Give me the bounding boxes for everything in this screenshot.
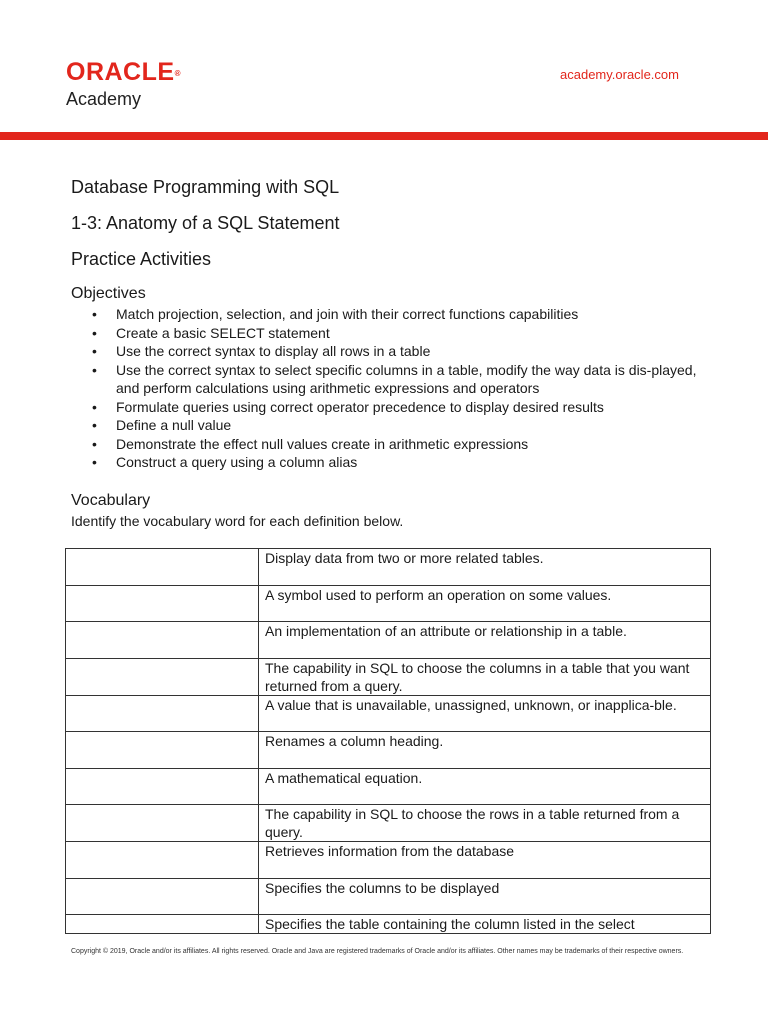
objective-item: • Create a basic SELECT statement xyxy=(92,324,702,343)
term-cell[interactable] xyxy=(66,549,259,586)
term-cell[interactable] xyxy=(66,768,259,805)
term-cell[interactable] xyxy=(66,842,259,879)
term-cell[interactable] xyxy=(66,622,259,659)
term-cell[interactable] xyxy=(66,732,259,769)
copyright-footer: Copyright © 2019, Oracle and/or its affiliates. All rights reserved. Oracle and Java are registered trademarks of Oracle and/or its affiliates. Other names may be trademarks of their respective owners. xyxy=(71,948,684,955)
table-row xyxy=(66,658,711,695)
objective-item: • Use the correct syntax to display all rows in a table xyxy=(92,342,702,361)
objective-item: • Demonstrate the effect null values create in arithmetic expressions xyxy=(92,435,702,454)
vocabulary-instructions: Identify the vocabulary word for each definition below. xyxy=(71,513,404,529)
section-title: Practice Activities xyxy=(71,249,212,269)
definition-cell: A value that is unavailable, unassigned, unknown, or inapplica-ble. xyxy=(259,695,711,732)
definition-cell: A mathematical equation. xyxy=(259,768,711,805)
objectives-heading: Objectives xyxy=(71,285,146,302)
term-cell[interactable] xyxy=(66,585,259,622)
site-link[interactable]: academy.oracle.com xyxy=(560,67,679,82)
logo-subtitle: Academy xyxy=(66,89,142,109)
objective-item: • Use the correct syntax to select specific columns in a table, modify the way data is dis-played, and perform calculations using arithmetic expressions and operators xyxy=(92,361,702,398)
objective-item: • Construct a query using a column alias xyxy=(92,453,702,472)
objective-item: • Define a null value xyxy=(92,416,702,435)
definition-cell: Specifies the table containing the column listed in the select xyxy=(259,915,711,934)
term-cell[interactable] xyxy=(66,878,259,915)
definition-cell: A symbol used to perform an operation on some values. xyxy=(259,585,711,622)
table-row xyxy=(66,622,711,659)
table-row xyxy=(66,549,711,586)
table-row xyxy=(66,842,711,879)
lesson-title: 1-3: Anatomy of a SQL Statement xyxy=(71,213,340,233)
course-title: Database Programming with SQL xyxy=(71,177,340,197)
definition-cell: Retrieves information from the database xyxy=(259,842,711,879)
objective-item: • Formulate queries using correct operator precedence to display desired results xyxy=(92,398,702,417)
table-row xyxy=(66,878,711,915)
definition-cell: The capability in SQL to choose the rows in a table returned from a query. xyxy=(259,805,711,842)
table-row xyxy=(66,585,711,622)
term-cell[interactable] xyxy=(66,805,259,842)
vocabulary-heading: Vocabulary xyxy=(71,492,151,509)
oracle-academy-logo xyxy=(66,58,181,110)
definition-cell: Specifies the columns to be displayed xyxy=(259,878,711,915)
table-row xyxy=(66,732,711,769)
table-row xyxy=(66,768,711,805)
vocabulary-table xyxy=(65,548,711,934)
term-cell[interactable] xyxy=(66,695,259,732)
definition-cell: The capability in SQL to choose the columns in a table that you want returned from a query. xyxy=(259,658,711,695)
table-row xyxy=(66,695,711,732)
table-row xyxy=(66,915,711,934)
term-cell[interactable] xyxy=(66,658,259,695)
definition-cell: Display data from two or more related tables. xyxy=(259,549,711,586)
objective-item: • Match projection, selection, and join with their correct functions capabilities xyxy=(92,305,702,324)
logo-wordmark: ORACLE® xyxy=(66,58,181,86)
table-row xyxy=(66,805,711,842)
definition-cell: An implementation of an attribute or relationship in a table. xyxy=(259,622,711,659)
term-cell[interactable] xyxy=(66,915,259,934)
header-divider xyxy=(0,132,768,140)
definition-cell: Renames a column heading. xyxy=(259,732,711,769)
objectives-list xyxy=(92,305,702,472)
